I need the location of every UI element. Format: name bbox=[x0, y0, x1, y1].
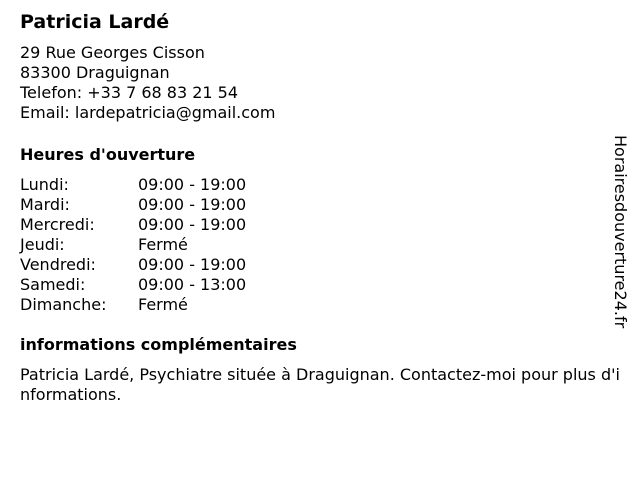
hours-row-saturday bbox=[20, 275, 620, 295]
day-label: Mercredi: bbox=[20, 215, 95, 234]
hours-row-wednesday bbox=[20, 215, 620, 235]
phone-number: Telefon: +33 7 68 83 21 54 bbox=[20, 83, 239, 102]
hours-row-monday bbox=[20, 175, 620, 195]
day-label: Vendredi: bbox=[20, 255, 96, 274]
hours-heading: Heures d'ouverture bbox=[20, 145, 196, 164]
time-value: 09:00 - 13:00 bbox=[138, 275, 247, 294]
email-address: Email: lardepatricia@gmail.com bbox=[20, 103, 276, 122]
street-address: 29 Rue Georges Cisson bbox=[20, 43, 205, 62]
business-card bbox=[20, 10, 620, 405]
time-value: Fermé bbox=[138, 235, 188, 254]
day-label: Mardi: bbox=[20, 195, 70, 214]
city-postcode: 83300 Draguignan bbox=[20, 63, 170, 82]
time-value: 09:00 - 19:00 bbox=[138, 255, 247, 274]
time-value: 09:00 - 19:00 bbox=[138, 175, 247, 194]
time-value: 09:00 - 19:00 bbox=[138, 195, 247, 214]
contact-block bbox=[20, 43, 620, 123]
hours-row-sunday bbox=[20, 295, 620, 315]
time-value: 09:00 - 19:00 bbox=[138, 215, 247, 234]
day-label: Lundi: bbox=[20, 175, 69, 194]
info-heading: informations complémentaires bbox=[20, 335, 297, 354]
time-value: Fermé bbox=[138, 295, 188, 314]
day-label: Samedi: bbox=[20, 275, 86, 294]
day-label: Dimanche: bbox=[20, 295, 107, 314]
hours-row-thursday bbox=[20, 235, 620, 255]
opening-hours-list bbox=[20, 175, 620, 315]
business-name: Patricia Lardé bbox=[20, 11, 170, 33]
site-watermark: Horairesdouverture24.fr bbox=[611, 135, 630, 329]
hours-row-friday bbox=[20, 255, 620, 275]
day-label: Jeudi: bbox=[20, 235, 65, 254]
hours-row-tuesday bbox=[20, 195, 620, 215]
info-description: Patricia Lardé, Psychiatre située à Draguignan. Contactez-moi pour plus d'informations. bbox=[20, 365, 620, 404]
